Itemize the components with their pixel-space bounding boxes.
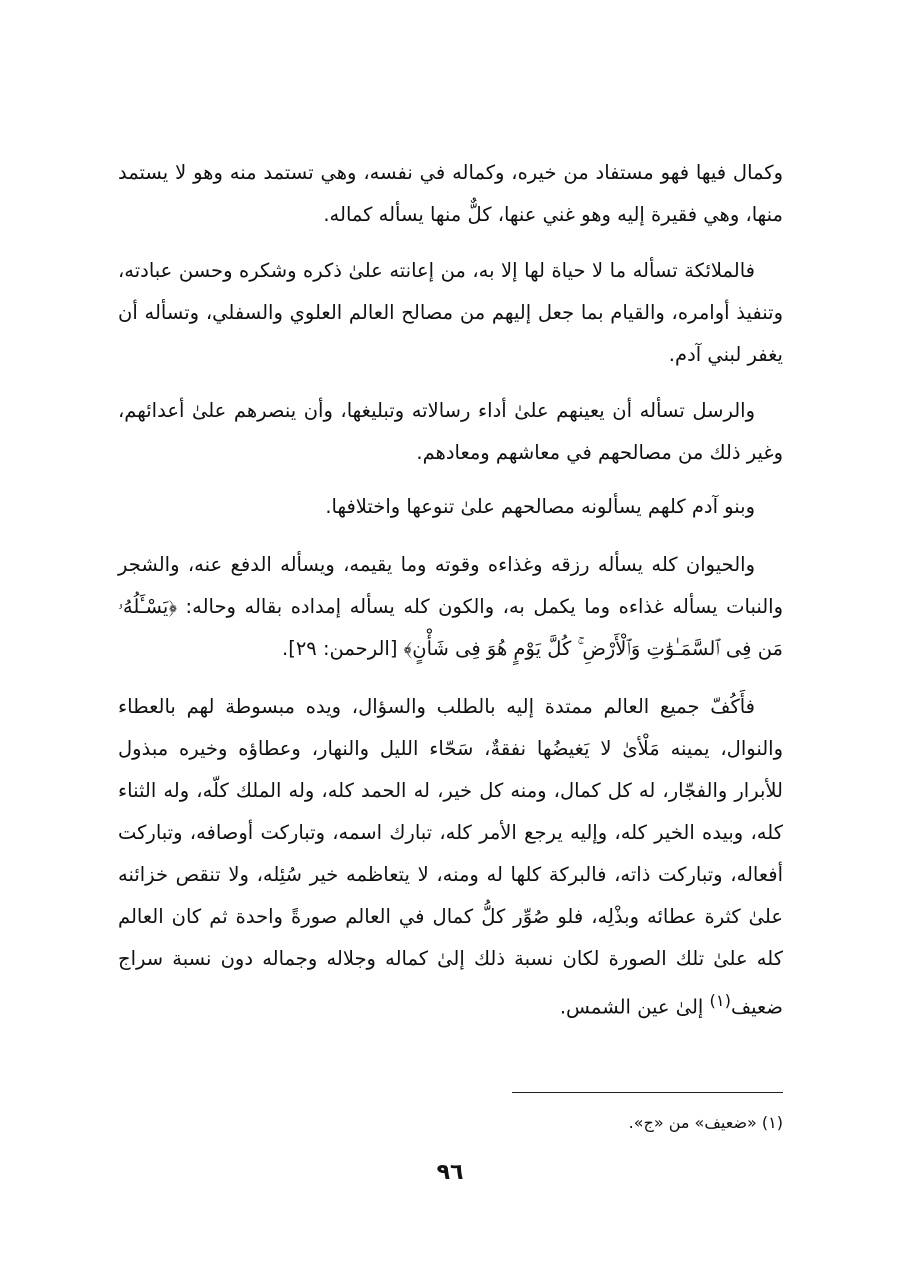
footnote-reference[interactable]: (١) [709,991,731,1010]
paragraph: والرسل تسأله أن يعينهم علىٰ أداء رسالاته وتبليغها، وأن ينصرهم علىٰ أعدائهم، وغير ذلك من مصالحهم في معاشهم ومعادهم. [118,399,783,464]
paragraph: وبنو آدم كلهم يسألونه مصالحهم علىٰ تنوعها واختلافها. [325,495,755,518]
paragraph-text: والحيوان كله يسأله رزقه وغذاءه وقوته وما يقيمه، ويسأله الدفع عنه، والشجر والنبات يسأله غذاءه وما يكمل به، والكون كله يسأله إمداده بقاله وحاله: [118,553,783,618]
paragraph [118,544,783,670]
body-text [118,152,783,1041]
paragraph: وكمال فيها فهو مستفاد من خيره، وكماله في نفسه، وهي تستمد منه وهو لا يستمد منها، وهي فقيرة إليه وهو غني عنها، كلٌّ منها يسأله كماله. [118,161,783,226]
paragraph-text-end: إلىٰ عين الشمس. [559,995,710,1019]
paragraph-text: فأَكُفّ جميع العالم ممتدة إليه بالطلب والسؤال، ويده مبسوطة لهم بالعطاء والنوال، يمينه مَلْأىٰ لا يَغيضُها نفقةٌ، سَحّاء الليل والنهار، وعطاؤه وخيره مبذول للأبرار والفجّار، له كل كمال، ومنه كل خير، له الحمد كله، وله الملك كلّه، وله الثناء كله، وبيده الخير كله، وإليه يرجع الأمر كله، تبارك اسمه، وتباركت أوصافه، وتباركت أفعاله، وتباركت ذاته، فالبركة كلها له ومنه، لا يتعاظمه خير سُئِله، ولا تنقص خزائنه علىٰ كثرة عطائه وبذْلِه، فلو صُوِّر كلُّ كمال في العالم صورةً واحدة ثم كان العالم كله علىٰ تلك الصورة لكان نسبة ذلك إلىٰ كماله وجلاله وجماله دون نسبة سراج ضعيف [118,695,783,1019]
quran-verse: ﴿يَسْـَٔلُهُۥ مَن فِى ٱلسَّمَـٰوَٰتِ وَٱلْأَرْضِ ۚ كُلَّ يَوْمٍ هُوَ فِى شَأْنٍ﴾ [118,595,783,660]
footnote-separator [512,1092,783,1093]
verse-reference: [الرحمن: ٢٩]. [282,637,404,660]
page-number: ٩٦ [436,1160,464,1185]
footnote: (١) «ضعيف» من «ج». [628,1113,783,1132]
paragraph [118,686,783,1029]
paragraph: فالملائكة تسأله ما لا حياة لها إلا به، من إعانته علىٰ ذكره وشكره وحسن عبادته، وتنفيذ أوامره، والقيام بما جعل إليهم من مصالح العالم العلوي والسفلي، وتسأله أن يغفر لبني آدم. [118,259,783,366]
